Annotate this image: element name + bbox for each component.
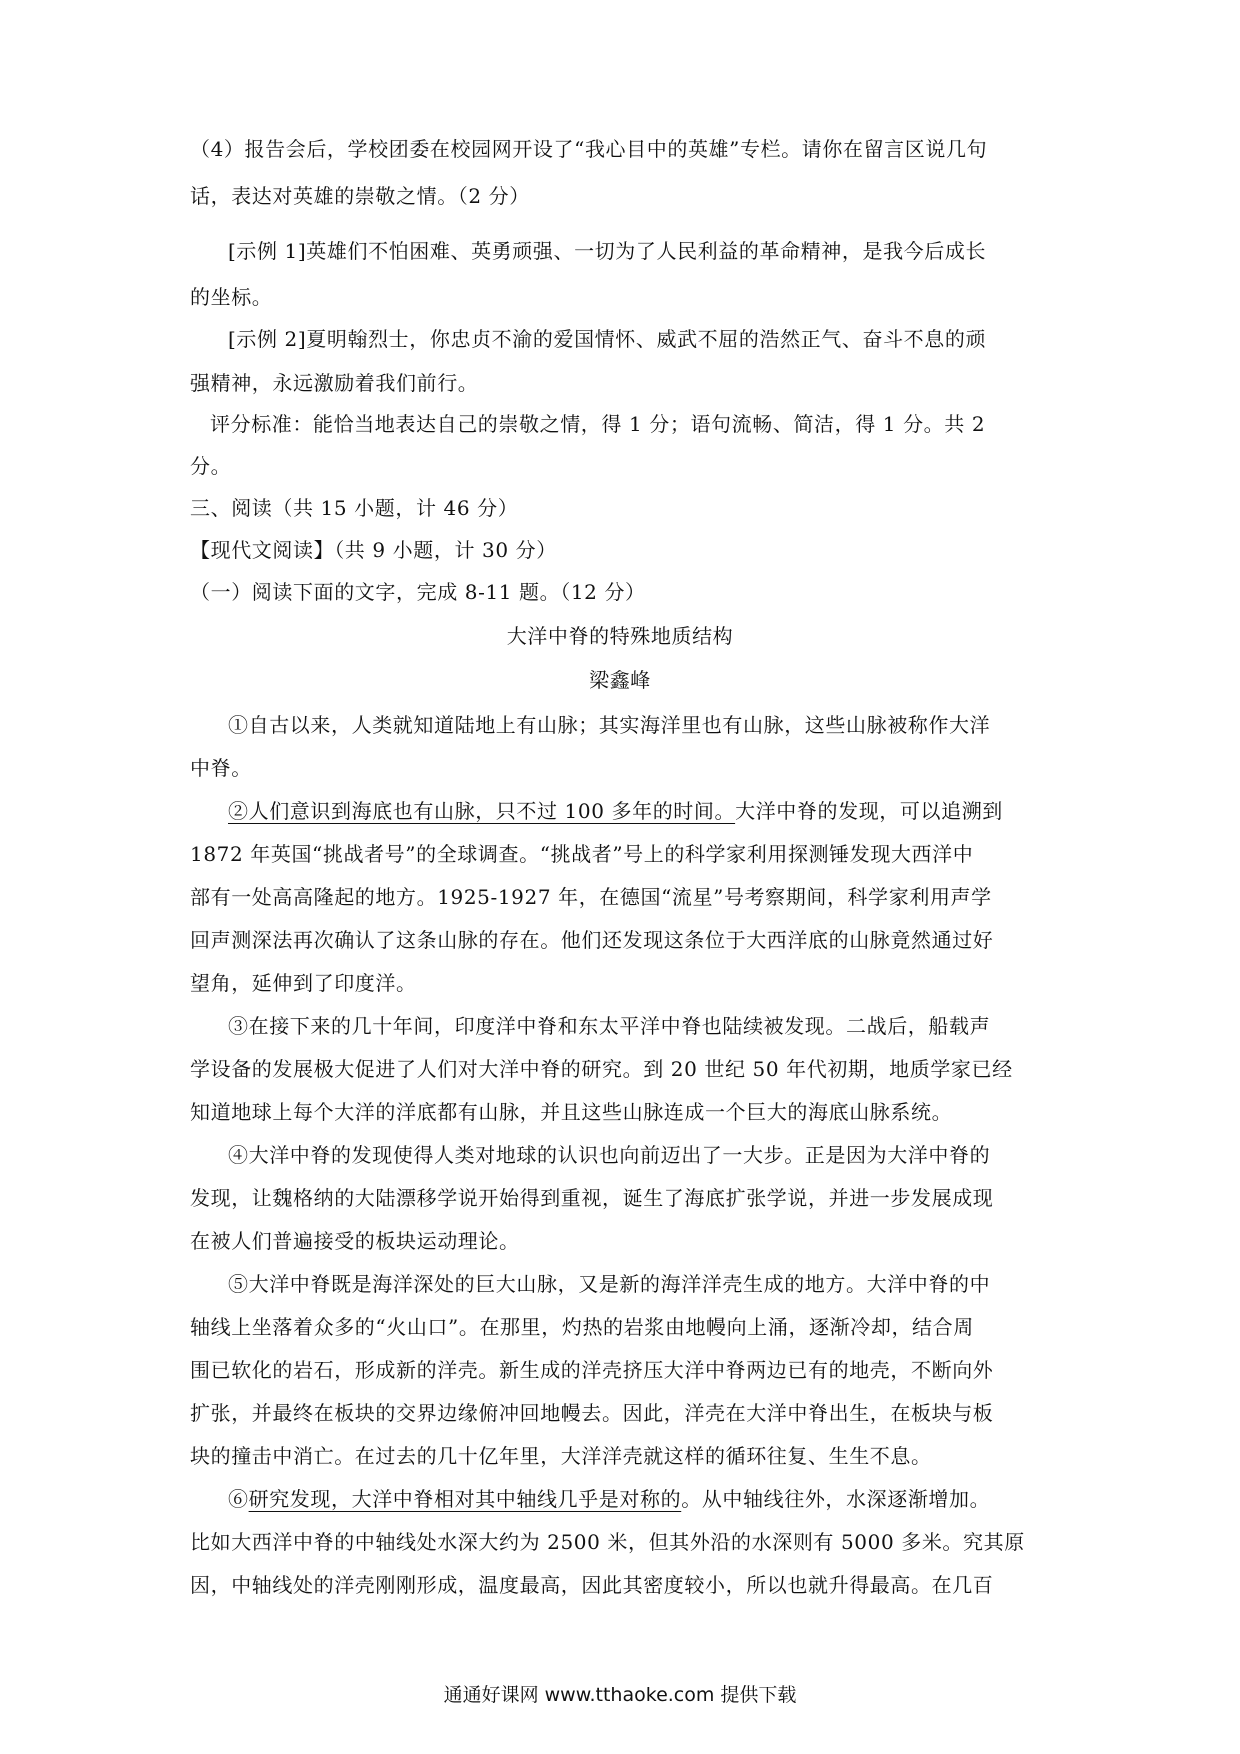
article-author: 梁鑫峰 bbox=[589, 668, 651, 692]
article-title: 大洋中脊的特殊地质结构 bbox=[506, 624, 734, 648]
paragraph-3-line-2: 学设备的发展极大促进了人们对大洋中脊的研究。到 20 世纪 50 年代初期，地质学家已经 bbox=[190, 1057, 1013, 1081]
paragraph-2-line-3: 部有一处高高隆起的地方。1925-1927 年，在德国“流星”号考察期间，科学家利用声学 bbox=[190, 885, 992, 909]
paragraph-3-line-3: 知道地球上每个大洋的洋底都有山脉，并且这些山脉连成一个巨大的海底山脉系统。 bbox=[190, 1100, 953, 1124]
example-1-line-1: [示例 1]英雄们不怕困难、英勇顽强、一切为了人民利益的革命精神，是我今后成长 bbox=[228, 239, 987, 263]
paragraph-5-line-5: 块的撞击中消亡。在过去的几十亿年里，大洋洋壳就这样的循环往复、生生不息。 bbox=[190, 1444, 932, 1468]
criteria-line-1: 评分标准：能恰当地表达自己的崇敬之情，得 1 分；语句流畅、简洁，得 1 分。共 2 bbox=[210, 412, 986, 436]
paragraph-4-line-3: 在被人们普遍接受的板块运动理论。 bbox=[190, 1229, 520, 1253]
paragraph-2-line-4: 回声测深法再次确认了这条山脉的存在。他们还发现这条位于大西洋底的山脉竟然通过好 bbox=[190, 928, 994, 952]
example-2-line-1: [示例 2]夏明翰烈士，你忠贞不渝的爱国情怀、威武不屈的浩然正气、奋斗不息的顽 bbox=[228, 327, 987, 351]
underlined-sentence-6: 研究发现，大洋中脊相对其中轴线几乎是对称的 bbox=[248, 1487, 682, 1511]
paragraph-1-line-2: 中脊。 bbox=[190, 756, 252, 780]
part-1-instruction: （一）阅读下面的文字，完成 8-11 题。（12 分） bbox=[190, 580, 646, 604]
paragraph-1-line-1: ①自古以来，人类就知道陆地上有山脉；其实海洋里也有山脉，这些山脉被称作大洋 bbox=[228, 713, 991, 737]
paragraph-5-line-3: 围已软化的岩石，形成新的洋壳。新生成的洋壳挤压大洋中脊两边已有的地壳，不断向外 bbox=[190, 1358, 994, 1382]
paragraph-6-line-1-rest: 。从中轴线往外，水深逐渐增加。 bbox=[681, 1487, 991, 1511]
paragraph-2-line-1-rest: 大洋中脊的发现，可以追溯到 bbox=[735, 799, 1003, 823]
paragraph-6-number: ⑥ bbox=[228, 1487, 249, 1511]
q4-line-2: 话，表达对英雄的崇敬之情。（2 分） bbox=[190, 184, 530, 208]
paragraph-5-line-2: 轴线上坐落着众多的“火山口”。在那里，灼热的岩浆由地幔向上涌，逐渐冷却，结合周 bbox=[190, 1315, 974, 1339]
example-2-line-2: 强精神，永远激励着我们前行。 bbox=[190, 371, 479, 395]
underlined-sentence-2: ②人们意识到海底也有山脉，只不过 100 多年的时间。 bbox=[228, 799, 736, 823]
paragraph-3-line-1: ③在接下来的几十年间，印度洋中脊和东太平洋中脊也陆续被发现。二战后，船载声 bbox=[228, 1014, 991, 1038]
paragraph-2-line-5: 望角，延伸到了印度洋。 bbox=[190, 971, 417, 995]
q4-line-1: （4）报告会后，学校团委在校园网开设了“我心目中的英雄”专栏。请你在留言区说几句 bbox=[190, 137, 988, 161]
footer-source-text: 通通好课网 www.tthaoke.com 提供下载 bbox=[443, 1684, 797, 1706]
paragraph-5-line-4: 扩张，并最终在板块的交界边缘俯冲回地幔去。因此，洋壳在大洋中脊出生，在板块与板 bbox=[190, 1401, 994, 1425]
example-1-line-2: 的坐标。 bbox=[190, 285, 273, 309]
paragraph-6-line-3: 因，中轴线处的洋壳刚刚形成，温度最高，因此其密度较小，所以也就升得最高。在几百 bbox=[190, 1573, 994, 1597]
paragraph-5-line-1: ⑤大洋中脊既是海洋深处的巨大山脉，又是新的海洋洋壳生成的地方。大洋中脊的中 bbox=[228, 1272, 991, 1296]
paragraph-4-line-2: 发现，让魏格纳的大陆漂移学说开始得到重视，诞生了海底扩张学说，并进一步发展成现 bbox=[190, 1186, 994, 1210]
paragraph-2-line-2: 1872 年英国“挑战者号”的全球调查。“挑战者”号上的科学家利用探测锤发现大西洋中 bbox=[190, 842, 974, 866]
paragraph-6-line-1 bbox=[228, 1485, 1240, 1513]
paragraph-2-line-1 bbox=[228, 797, 1240, 825]
paragraph-4-line-1: ④大洋中脊的发现使得人类对地球的认识也向前迈出了一大步。正是因为大洋中脊的 bbox=[228, 1143, 991, 1167]
criteria-line-2: 分。 bbox=[190, 454, 232, 478]
section-3-heading: 三、阅读（共 15 小题，计 46 分） bbox=[190, 496, 519, 520]
paragraph-6-line-2: 比如大西洋中脊的中轴线处水深大约为 2500 米，但其外沿的水深则有 5000 多米。究其原 bbox=[190, 1530, 1025, 1554]
modern-reading-heading: 【现代文阅读】（共 9 小题，计 30 分） bbox=[190, 538, 557, 562]
